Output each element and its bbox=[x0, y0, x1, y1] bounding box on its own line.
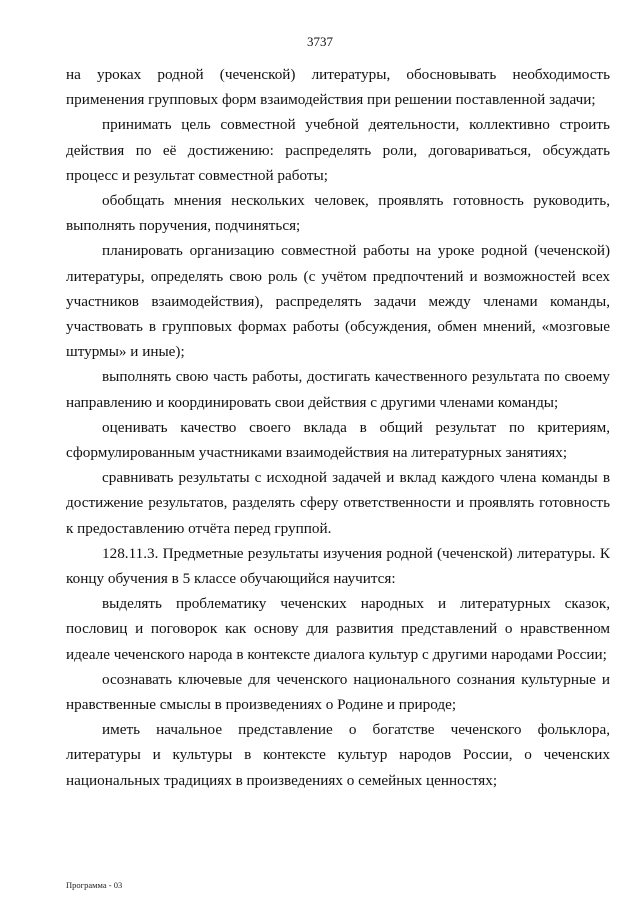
page-number: 3737 bbox=[307, 34, 333, 49]
footer-label: Программа - 03 bbox=[66, 880, 123, 890]
paragraph: на уроках родной (чеченской) литературы, обосновывать необходимость применения групповых форм взаимодействия при решении поставленной задачи; bbox=[66, 66, 610, 109]
paragraph: принимать цель совместной учебной деятельности, коллективно строить действия по её достижению: распределять роли, договариваться, обсуждать процесс и результат совместной работы; bbox=[66, 116, 610, 184]
section-heading-paragraph: 128.11.3. Предметные результаты изучения родной (чеченской) литературы. К концу обучения в 5 классе обучающийся научится: bbox=[66, 544, 610, 588]
paragraph: выполнять свою часть работы, достигать качественного результата по своему направлению и координировать свои действия с другими членами команды; bbox=[66, 368, 610, 411]
paragraph: оценивать качество своего вклада в общий результат по критериям, сформулированным участниками взаимодействия на литературных занятиях; bbox=[66, 418, 610, 462]
paragraph: сравнивать результаты с исходной задачей и вклад каждого члена команды в достижение результатов, разделять сферу ответственности и проявлять готовность к предоставлению отчёта перед группой. bbox=[66, 469, 610, 537]
page-body bbox=[66, 62, 610, 793]
paragraph: осознавать ключевые для чеченского национального сознания культурные и нравственные смыслы в произведениях о Родине и природе; bbox=[66, 670, 610, 714]
paragraph: планировать организацию совместной работы на уроке родной (чеченской) литературы, определять свою роль (с учётом предпочтений и возможностей всех участников взаимодействия), распределять задачи между членами команды, участвовать в групповых формах работы (обсуждения, обмен мнений, «мозговые штурмы» и иные); bbox=[66, 242, 610, 361]
paragraph: иметь начальное представление о богатстве чеченского фольклора, литературы и культуры в контексте культур народов России, о чеченских национальных традициях в произведениях о семейных ценностях; bbox=[66, 721, 610, 789]
paragraph: выделять проблематику чеченских народных и литературных сказок, пословиц и поговорок как основу для развития представлений о нравственном идеале чеченского народа в контексте диалога культур с другими народами России; bbox=[66, 595, 610, 663]
paragraph: обобщать мнения нескольких человек, проявлять готовность руководить, выполнять поручения, подчиняться; bbox=[66, 192, 610, 235]
